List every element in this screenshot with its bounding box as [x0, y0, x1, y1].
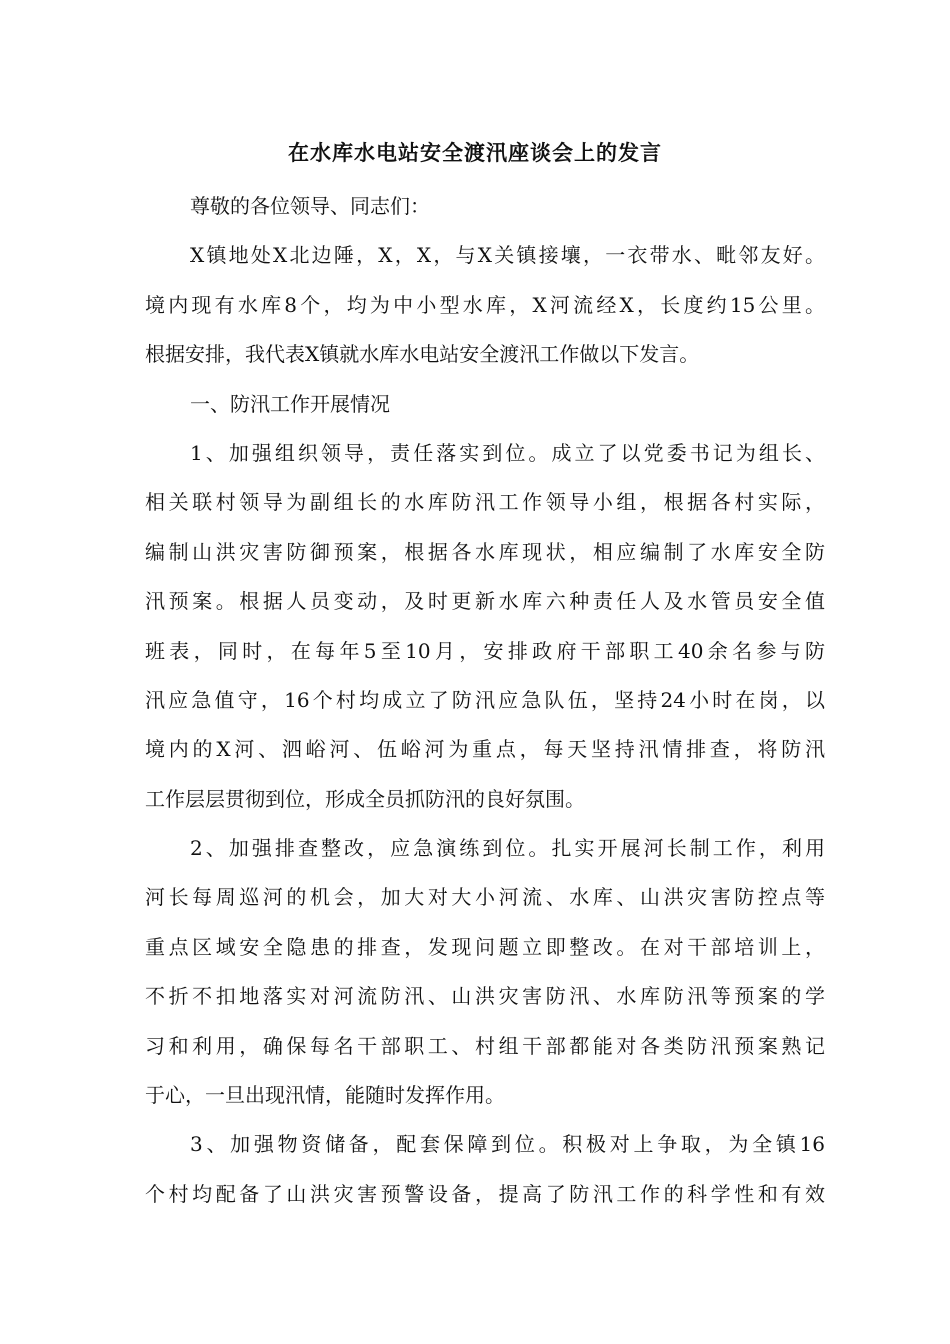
text-line: 境内现有水库8个，均为中小型水库，X河流经X，长度约15公里。 — [145, 292, 825, 317]
document-body — [145, 182, 825, 1219]
text-line: 2、加强排查整改，应急演练到位。扎实开展河长制工作，利用 — [190, 836, 825, 861]
text-line: 1、加强组织领导，责任落实到位。成立了以党委书记为组长、 — [190, 440, 825, 465]
text-line: 境内的X河、泗峪河、伍峪河为重点，每天坚持汛情排查，将防汛 — [145, 737, 825, 762]
text-line: 河长每周巡河的机会，加大对大小河流、水库、山洪灾害防控点等 — [145, 885, 825, 910]
text-line: 汛预案。根据人员变动，及时更新水库六种责任人及水管员安全值 — [145, 589, 825, 614]
document-title: 在水库水电站安全渡汛座谈会上的发言 — [288, 140, 662, 165]
text-line: 3、加强物资储备，配套保障到位。积极对上争取，为全镇16 — [190, 1132, 825, 1157]
text-line: 个村均配备了山洪灾害预警设备，提高了防汛工作的科学性和有效 — [145, 1181, 825, 1206]
text-line: 习和利用，确保每名干部职工、村组干部都能对各类防汛预案熟记 — [145, 1033, 825, 1058]
text-line: 编制山洪灾害防御预案，根据各水库现状，相应编制了水库安全防 — [145, 539, 825, 564]
text-line: 根据安排，我代表X镇就水库水电站安全渡汛工作做以下发言。 — [145, 342, 700, 367]
text-line: 相关联村领导为副组长的水库防汛工作领导小组，根据各村实际， — [145, 490, 825, 515]
text-line: 工作层层贯彻到位，形成全员抓防汛的良好氛围。 — [145, 786, 585, 811]
section-heading: 一、防汛工作开展情况 — [190, 391, 390, 416]
text-line: 汛应急值守，16个村均成立了防汛应急队伍，坚持24小时在岗，以 — [145, 687, 825, 712]
text-line: 于心，一旦出现汛情，能随时发挥作用。 — [145, 1083, 505, 1108]
text-line: X镇地处X北边陲，X，X，与X关镇接壤，一衣带水、毗邻友好。 — [190, 243, 825, 268]
text-line: 不折不扣地落实对河流防汛、山洪灾害防汛、水库防汛等预案的学 — [145, 984, 825, 1009]
text-line: 班表，同时，在每年5至10月，安排政府干部职工40余名参与防 — [145, 638, 825, 663]
text-line: 重点区域安全隐患的排查，发现问题立即整改。在对干部培训上， — [145, 934, 825, 959]
text-line: 尊敬的各位领导、同志们： — [190, 194, 430, 218]
